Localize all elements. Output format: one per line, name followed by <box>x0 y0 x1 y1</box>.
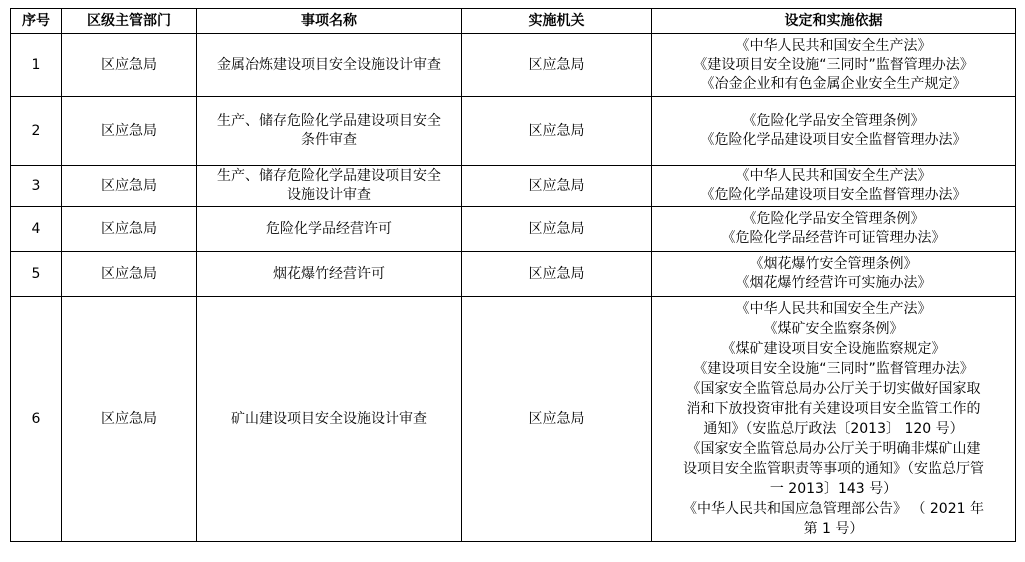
cell-serial-no: 5 <box>11 252 62 297</box>
cell-matter-name: 危险化学品经营许可 <box>197 207 462 252</box>
table-row <box>11 207 1016 252</box>
cell-serial-no: 2 <box>11 97 62 166</box>
cell-dept: 区应急局 <box>62 166 197 207</box>
table-wrapper <box>10 8 1016 542</box>
cell-serial-no: 6 <box>11 297 62 542</box>
cell-basis: 《中华人民共和国安全生产法》 《危险化学品建设项目安全监督管理办法》 <box>652 166 1016 207</box>
cell-matter-name: 金属冶炼建设项目安全设施设计审查 <box>197 34 462 97</box>
cell-dept: 区应急局 <box>62 252 197 297</box>
cell-serial-no: 4 <box>11 207 62 252</box>
cell-dept: 区应急局 <box>62 297 197 542</box>
cell-basis: 《危险化学品安全管理条例》 《危险化学品经营许可证管理办法》 <box>652 207 1016 252</box>
cell-agency: 区应急局 <box>462 297 652 542</box>
cell-dept: 区应急局 <box>62 34 197 97</box>
table-row <box>11 34 1016 97</box>
header-agency: 实施机关 <box>462 9 652 34</box>
cell-agency: 区应急局 <box>462 166 652 207</box>
matters-table <box>10 8 1016 542</box>
table-row <box>11 297 1016 542</box>
cell-matter-name: 生产、储存危险化学品建设项目安全 条件审查 <box>197 97 462 166</box>
cell-basis: 《烟花爆竹安全管理条例》 《烟花爆竹经营许可实施办法》 <box>652 252 1016 297</box>
cell-matter-name: 烟花爆竹经营许可 <box>197 252 462 297</box>
cell-dept: 区应急局 <box>62 207 197 252</box>
table-row <box>11 166 1016 207</box>
table-row <box>11 97 1016 166</box>
table-header-row <box>11 9 1016 34</box>
header-basis: 设定和实施依据 <box>652 9 1016 34</box>
cell-basis: 《中华人民共和国安全生产法》 《煤矿安全监察条例》 《煤矿建设项目安全设施监察规定》 《建设项目安全设施“三同时”监督管理办法》 《国家安全监管总局办公厅关于切实做好国家取 消和下放投资审批有关建设项目安全监管工作的 通知》（安监总厅政法〔2013〕 120 号） 《国家安全监管总局办公厅关于明确非煤矿山建 设项目安全监管职责等事项的通知》（安监总厅管 一 2013〕143 号） 《中华人民共和国应急管理部公告》 （ 2021 年 第 1 号） <box>652 297 1016 542</box>
header-serial-no: 序号 <box>11 9 62 34</box>
cell-agency: 区应急局 <box>462 34 652 97</box>
cell-agency: 区应急局 <box>462 207 652 252</box>
cell-serial-no: 3 <box>11 166 62 207</box>
cell-matter-name: 生产、储存危险化学品建设项目安全 设施设计审查 <box>197 166 462 207</box>
cell-basis: 《危险化学品安全管理条例》 《危险化学品建设项目安全监督管理办法》 <box>652 97 1016 166</box>
cell-matter-name: 矿山建设项目安全设施设计审查 <box>197 297 462 542</box>
header-dept: 区级主管部门 <box>62 9 197 34</box>
cell-dept: 区应急局 <box>62 97 197 166</box>
cell-serial-no: 1 <box>11 34 62 97</box>
table-row <box>11 252 1016 297</box>
cell-basis: 《中华人民共和国安全生产法》 《建设项目安全设施“三同时”监督管理办法》 《冶金企业和有色金属企业安全生产规定》 <box>652 34 1016 97</box>
header-matter-name: 事项名称 <box>197 9 462 34</box>
cell-agency: 区应急局 <box>462 97 652 166</box>
cell-agency: 区应急局 <box>462 252 652 297</box>
